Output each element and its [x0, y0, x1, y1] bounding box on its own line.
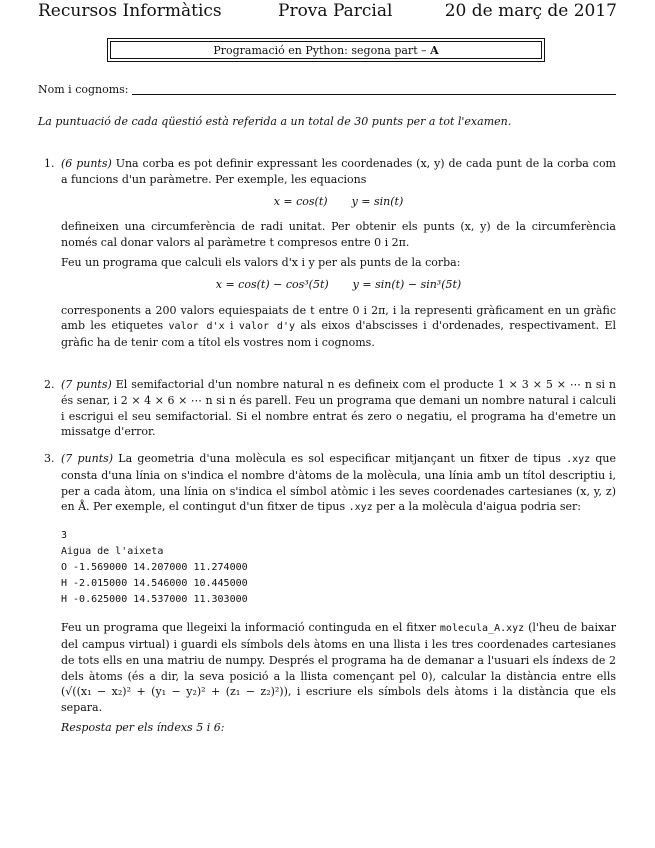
filename-code: molecula_A.xyz [439, 623, 525, 635]
equation-curve [61, 277, 616, 293]
question-number: 3. [44, 452, 55, 465]
question-1-paragraph-4 [61, 303, 616, 351]
title-box [107, 38, 545, 62]
label-y-code: valor d'y [238, 321, 295, 333]
file-extension: .xyz [348, 502, 373, 514]
question-1-intro [61, 156, 616, 188]
question-1-text: Una corba es pot definir expressant les coordenades (x, y) de cada punt de la corba com a funcions d'un paràmetre. Per exemple, les equacions [61, 157, 616, 186]
question-3-intro [61, 451, 616, 516]
code-line: O -1.569000 14.207000 11.274000 [61, 562, 248, 574]
header-date: 20 de març de 2017 [444, 1, 617, 21]
answer-prompt: Resposta per els índexs 5 i 6: [61, 720, 225, 734]
title-label: Programació en Python: segona part – [213, 44, 431, 57]
label-x-code: valor d'x [168, 321, 225, 333]
question-1-paragraph-3: Feu un programa que calculi els valors d'x i y per als punts de la corba: [61, 255, 461, 269]
title-variant: A [430, 44, 439, 57]
name-answer-line[interactable] [132, 94, 616, 95]
equation-x: x = cos(t) [273, 194, 328, 208]
xyz-code-block [61, 528, 616, 608]
code-line: 3 [61, 530, 68, 542]
question-3-task [61, 620, 616, 716]
question-1 [44, 156, 617, 355]
name-label: Nom i cognoms: [38, 83, 129, 96]
text-fragment: que consta d'una línia on s'indica el nombre d'àtoms de la molècula, una línia amb un títol descriptiu i, per a cada àtom, una línia on s'indica el símbol atòmic i les seves coordenades cartesianes (x, y, z) en Å. Per exemple, el contingut d'un fitxer de tipus [61, 452, 616, 514]
text-fragment: i [224, 319, 239, 333]
text-fragment: als eixos d'abscisses i d'ordenades, respectivament. El gràfic ha de tenir com a títol els vostres nom i cognoms. [61, 319, 617, 350]
equation-circle [61, 194, 616, 210]
question-points: (7 punts) [61, 378, 112, 391]
equation-y: y = sin(t) − sin³(5t) [352, 277, 462, 291]
equation-x: x = cos(t) − cos³(5t) [215, 277, 329, 291]
code-line: H -0.625000 14.537000 11.303000 [61, 594, 248, 606]
question-1-paragraph-2: defineixen una circumferència de radi unitat. Per obtenir els punts (x, y) de la circumferència només cal donar valors al paràmetre t compresos entre 0 i 2π. [61, 220, 616, 250]
text-fragment: corresponents a 200 valors equiespaiats de t entre 0 i 2π, i la representi gràficament en un gràfic amb les etiquetes [61, 303, 616, 333]
text-fragment: Feu un programa que llegeixi la informació continguda en el fitxer [61, 621, 440, 635]
question-2 [44, 377, 617, 444]
text-fragment: La geometria d'una molècula es sol especificar mitjançant un fitxer de tipus [113, 452, 567, 465]
title-text [110, 41, 542, 59]
file-extension: .xyz [566, 454, 591, 465]
header-course: Recursos Informàtics [38, 1, 222, 21]
code-line: H -2.015000 14.546000 10.445000 [61, 578, 248, 590]
scoring-note: La puntuació de cada qüestió està referida a un total de 30 punts per a tot l'examen. [38, 115, 512, 128]
code-line: Aigua de l'aixeta [61, 546, 164, 558]
question-points: (6 punts) [61, 157, 112, 170]
question-number: 1. [44, 157, 55, 170]
text-fragment: (l'heu de baixar del campus virtual) i guardi els símbols dels àtoms en una llista i les tres coordenades cartesianes de tots ells en una matriu de numpy. Després el programa ha de demanar a l'usuari els índexs de 2 dels àtoms (és a dir, la seva posició a la llista començant pel 0), calcular la distància entre ells (√((x₁ − x₂)² + (y₁ − y₂)² + (z₁ − z₂)²)), i escriure els símbols dels àtoms i la distància que els separa. [61, 621, 616, 715]
name-row [38, 83, 616, 97]
question-2-text [61, 377, 616, 440]
question-points: (7 punts) [61, 452, 114, 465]
text-fragment: El semifactorial d'un nombre natural n es defineix com el producte 1 × 3 × 5 × ⋯ n si n és senar, i 2 × 4 × 6 × ⋯ n si n és parell. Feu un programa que demani un nombre natural i calculi i escrigui el seu semifactorial. Si el nombre entrat és zero o negatiu, el programa ha d'emetre un missatge d'error. [61, 378, 617, 439]
question-number: 2. [44, 378, 55, 391]
equation-y: y = sin(t) [351, 194, 404, 208]
question-3 [44, 451, 616, 740]
text-fragment: per a la molècula d'aigua podria ser: [372, 500, 581, 514]
header-exam-type: Prova Parcial [278, 1, 393, 21]
